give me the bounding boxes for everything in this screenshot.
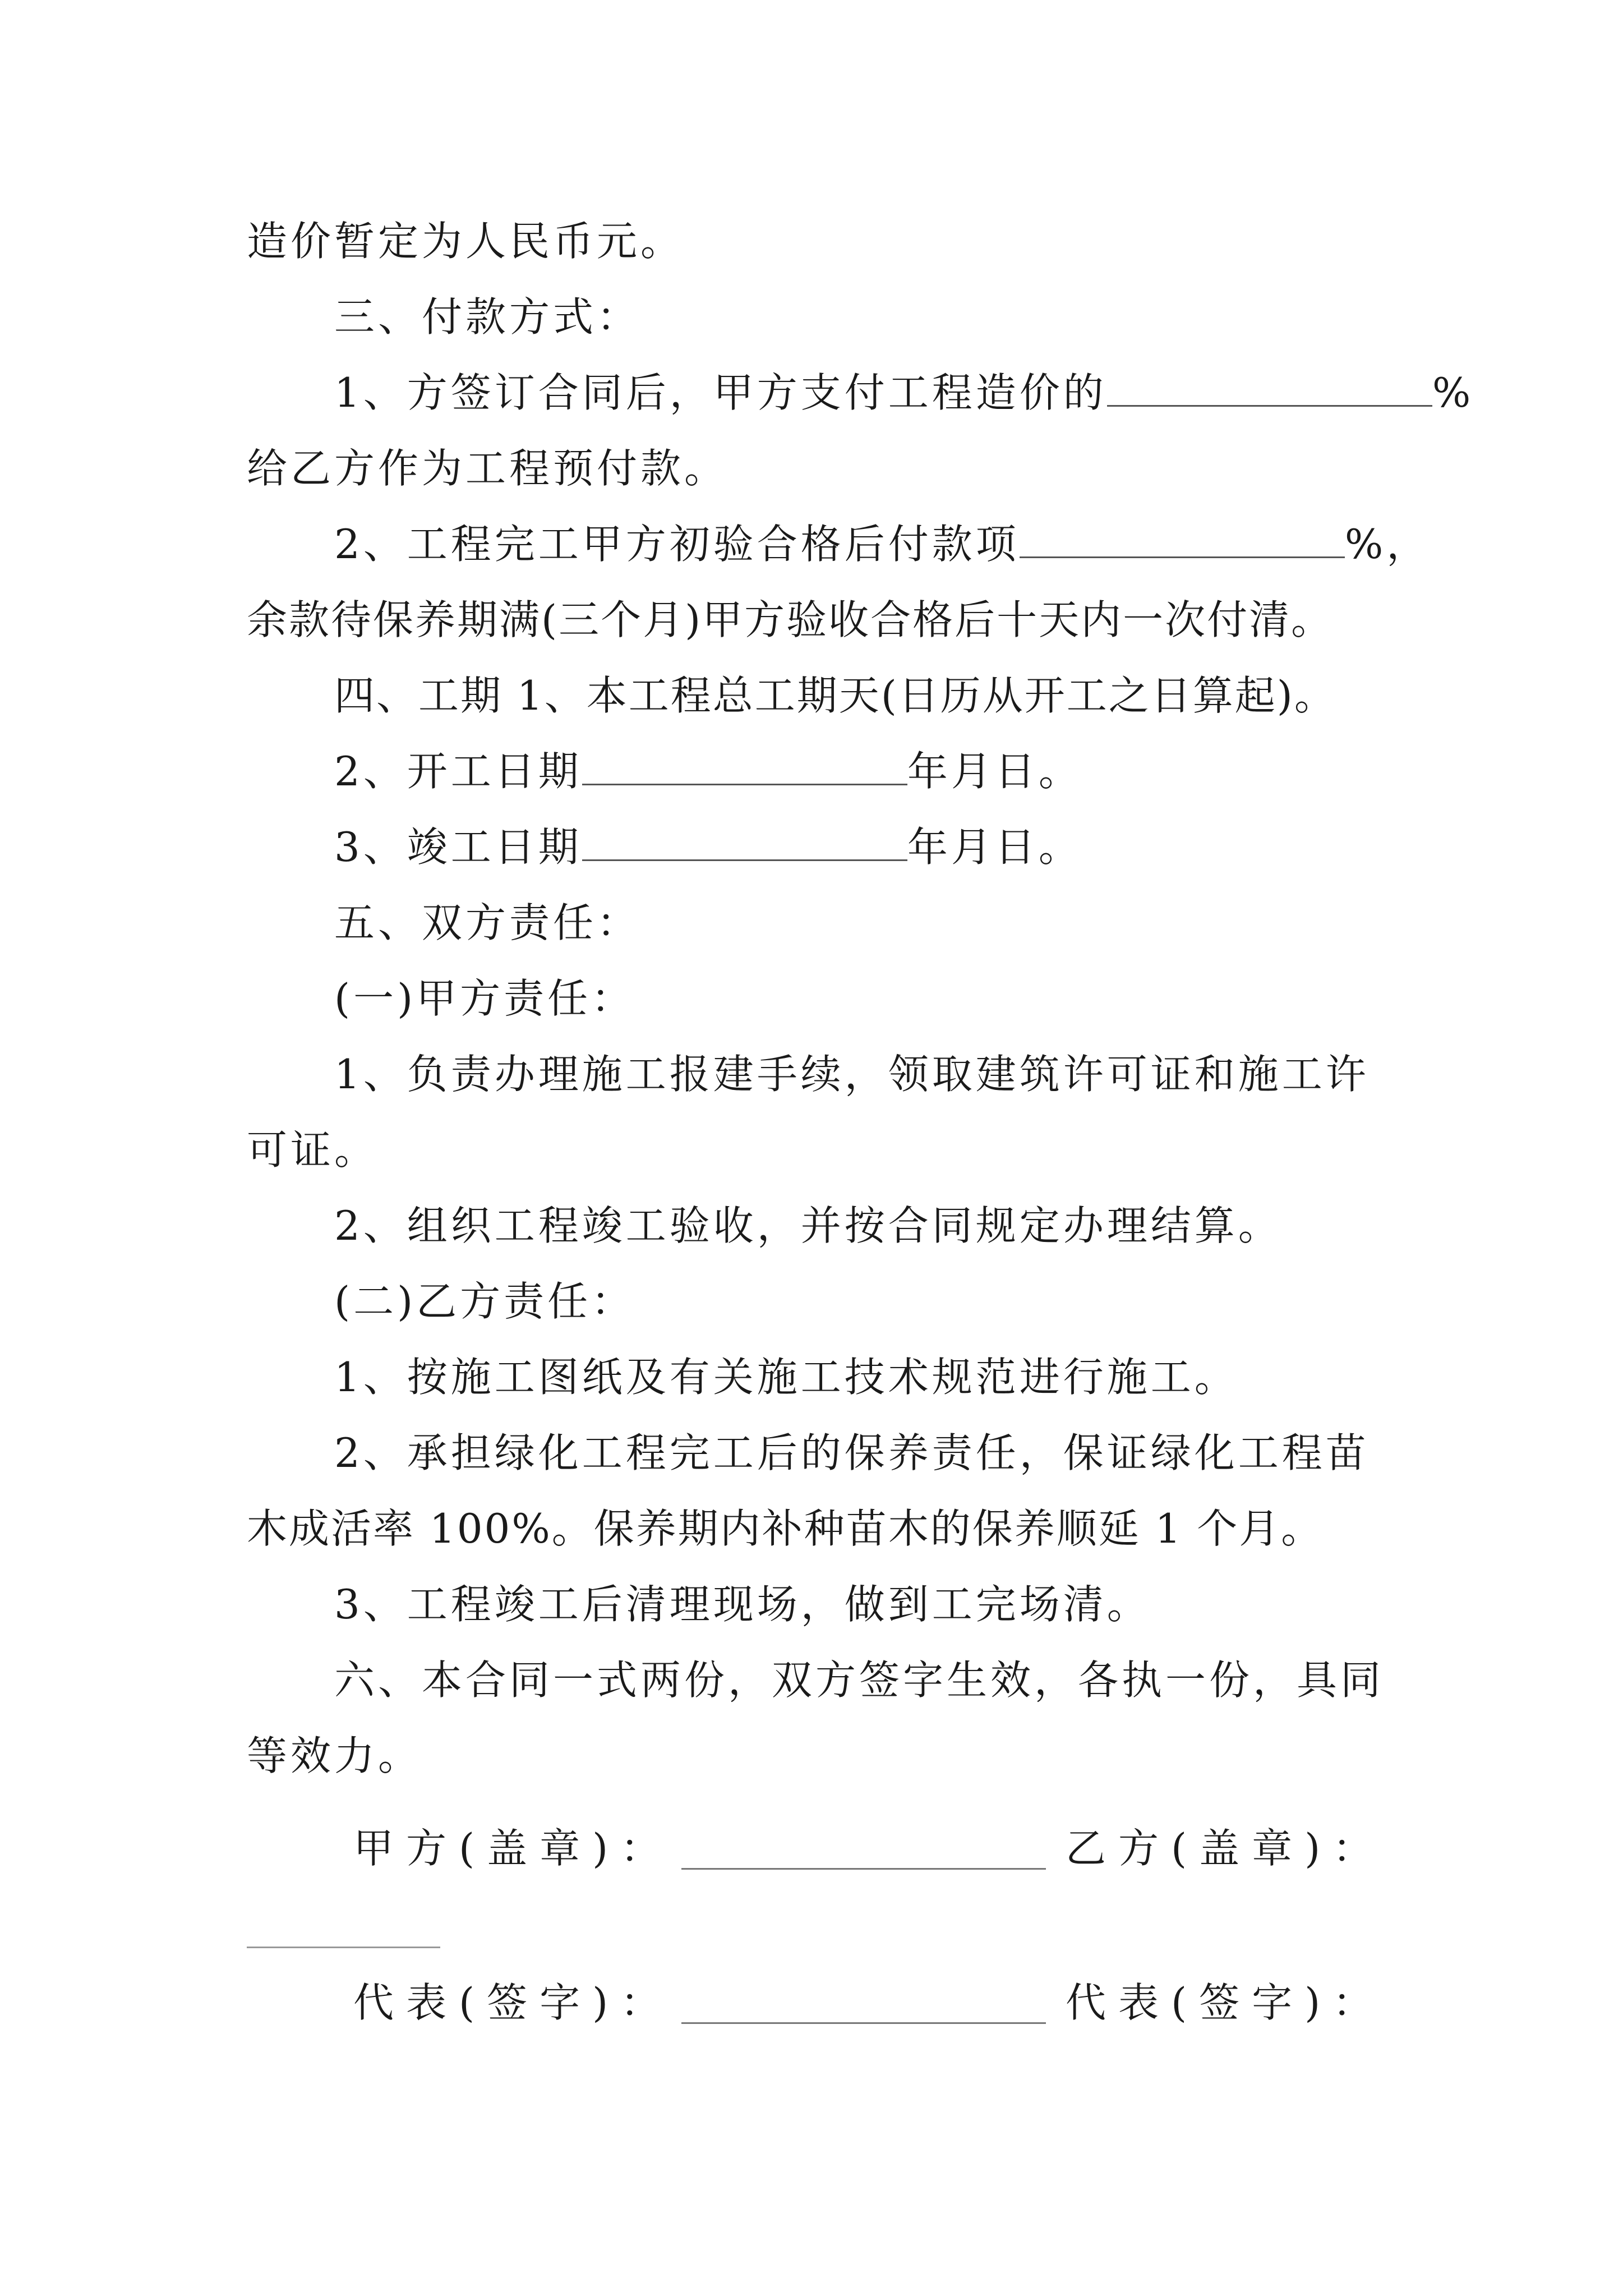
text-line: 余款待保养期满(三个月)甲方验收合格后十天内一次付清。	[247, 596, 1334, 643]
text-line	[334, 519, 1430, 569]
subsection-heading-party-a: (一)甲方责任：	[334, 975, 635, 1022]
text-line	[334, 822, 1082, 872]
rep-b-sign-label: 代表(签字)：	[1066, 1979, 1386, 2026]
text-line: 1、负责办理施工报建手续，领取建筑许可证和施工许	[334, 1051, 1370, 1098]
blank-field	[1020, 523, 1345, 558]
text-fragment: 2、开工日期	[334, 748, 582, 795]
blank-field	[582, 826, 907, 861]
signature-line	[681, 2022, 1046, 2024]
party-b-seal-label: 乙方(盖章)：	[1066, 1825, 1386, 1872]
text-fragment: 年月日。	[907, 748, 1082, 795]
text-line: 2、承担绿化工程完工后的保养责任，保证绿化工程苗	[334, 1429, 1370, 1476]
text-line: 可证。	[247, 1126, 379, 1174]
rep-a-sign-label: 代表(签字)：	[353, 1979, 674, 2026]
section-heading-term: 四、工期 1、本工程总工期天(日历从开工之日算起)。	[334, 672, 1336, 719]
text-line: 1、按施工图纸及有关施工技术规范进行施工。	[334, 1354, 1238, 1401]
text-line: 造价暂定为人民币元。	[247, 218, 685, 265]
text-fragment: 3、竣工日期	[334, 823, 582, 871]
text-line: 木成活率 100%。保养期内补种苗木的保养顺延 1 个月。	[247, 1505, 1324, 1552]
blank-field	[582, 750, 907, 785]
text-line: 3、工程竣工后清理现场，做到工完场清。	[334, 1581, 1151, 1628]
text-line: 六、本合同一式两份，双方签字生效，各执一份，具同	[334, 1657, 1385, 1704]
text-line	[334, 746, 1082, 797]
text-line	[334, 367, 1474, 418]
signature-line	[681, 1868, 1046, 1870]
section-heading-responsibilities: 五、双方责任：	[334, 899, 641, 946]
text-fragment: %，	[1344, 521, 1431, 568]
blank-field	[1107, 371, 1432, 407]
text-line: 2、组织工程竣工验收，并按合同规定办理结算。	[334, 1202, 1282, 1249]
text-fragment: 2、工程完工甲方初验合格后付款项	[334, 521, 1020, 568]
text-line: 等效力。	[247, 1732, 422, 1779]
text-fragment: 年月日。	[907, 823, 1082, 871]
text-line: 给乙方作为工程预付款。	[247, 445, 728, 492]
section-heading-payment: 三、付款方式：	[334, 293, 641, 341]
text-fragment: 1、方签订合同后，甲方支付工程造价的	[334, 369, 1107, 416]
party-a-seal-label: 甲方(盖章)：	[353, 1825, 674, 1872]
subsection-heading-party-b: (二)乙方责任：	[334, 1278, 635, 1325]
signature-line	[247, 1947, 440, 1948]
text-fragment: %	[1432, 369, 1474, 416]
